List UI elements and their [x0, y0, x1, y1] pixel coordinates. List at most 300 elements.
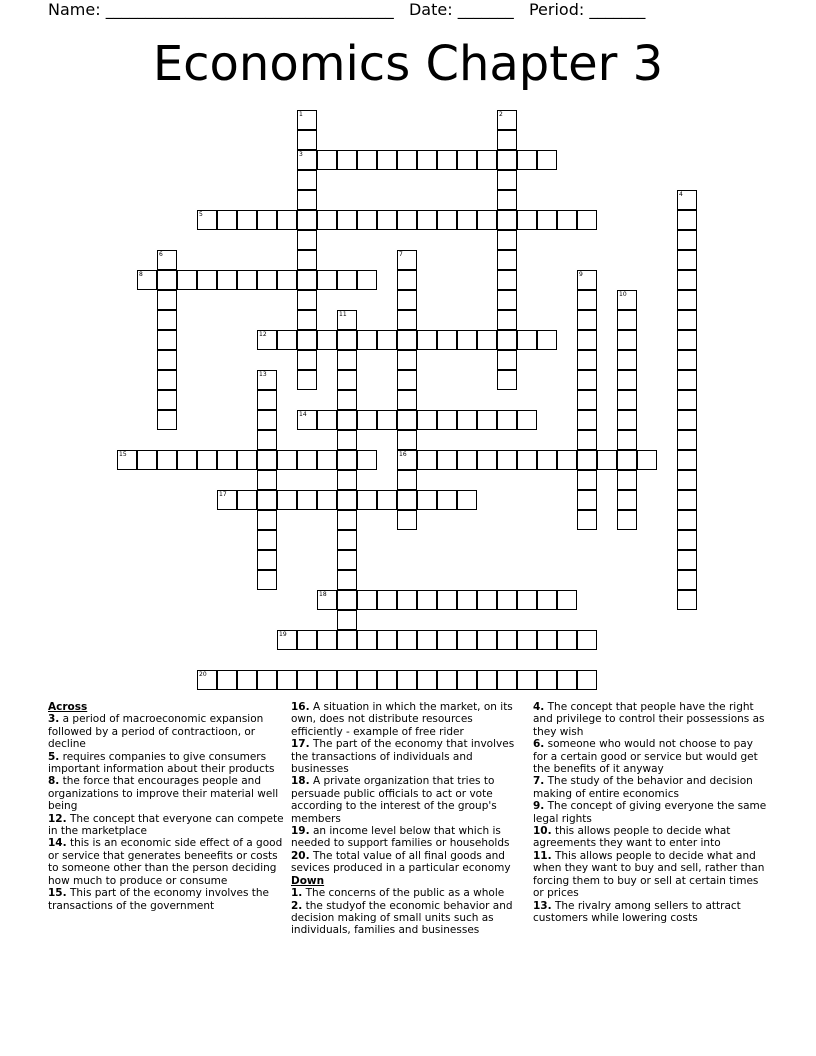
grid-cell[interactable]	[597, 450, 617, 470]
grid-cell[interactable]	[537, 630, 557, 650]
cell-number: 7	[399, 251, 403, 258]
cell-number: 20	[199, 671, 207, 678]
grid-cell[interactable]	[417, 450, 437, 470]
grid-cell[interactable]	[397, 450, 417, 470]
grid-cell[interactable]	[677, 290, 697, 310]
grid-cell[interactable]	[617, 470, 637, 490]
grid-cell[interactable]	[477, 330, 497, 350]
grid-cell[interactable]	[437, 410, 457, 430]
grid-cell[interactable]	[577, 310, 597, 330]
grid-cell[interactable]	[557, 630, 577, 650]
grid-cell[interactable]	[497, 590, 517, 610]
clues-column-2	[291, 701, 527, 937]
grid-cell[interactable]	[397, 410, 417, 430]
grid-cell[interactable]	[397, 310, 417, 330]
grid-cell[interactable]	[257, 430, 277, 450]
grid-cell[interactable]	[377, 150, 397, 170]
date-label: Date:	[408, 0, 453, 19]
grid-cell[interactable]	[317, 210, 337, 230]
grid-cell[interactable]	[497, 350, 517, 370]
grid-cell[interactable]	[257, 510, 277, 530]
grid-cell[interactable]	[217, 210, 237, 230]
grid-cell[interactable]	[437, 450, 457, 470]
grid-cell[interactable]	[297, 130, 317, 150]
grid-cell[interactable]	[537, 150, 557, 170]
grid-cell[interactable]	[497, 630, 517, 650]
cell-number: 6	[159, 251, 163, 258]
grid-cell[interactable]	[517, 590, 537, 610]
grid-cell[interactable]	[637, 450, 657, 470]
grid-cell[interactable]	[217, 670, 237, 690]
grid-cell[interactable]	[437, 590, 457, 610]
grid-cell[interactable]	[577, 470, 597, 490]
grid-cell[interactable]	[537, 450, 557, 470]
grid-cell[interactable]	[297, 230, 317, 250]
grid-cell[interactable]	[217, 270, 237, 290]
grid-cell[interactable]	[397, 250, 417, 270]
grid-cell[interactable]	[457, 150, 477, 170]
grid-cell[interactable]	[497, 230, 517, 250]
grid-cell[interactable]	[537, 590, 557, 610]
grid-cell[interactable]	[117, 450, 137, 470]
grid-cell[interactable]	[497, 670, 517, 690]
grid-cell[interactable]	[437, 490, 457, 510]
grid-cell[interactable]	[157, 290, 177, 310]
grid-cell[interactable]	[357, 270, 377, 290]
grid-cell[interactable]	[257, 330, 277, 350]
grid-cell[interactable]	[577, 290, 597, 310]
grid-cell[interactable]	[497, 150, 517, 170]
grid-cell[interactable]	[677, 470, 697, 490]
name-label: Name:	[48, 0, 101, 19]
grid-cell[interactable]	[337, 550, 357, 570]
grid-cell[interactable]	[277, 330, 297, 350]
grid-cell[interactable]	[257, 270, 277, 290]
grid-cell[interactable]	[497, 250, 517, 270]
grid-cell[interactable]	[317, 490, 337, 510]
grid-cell[interactable]	[197, 450, 217, 470]
grid-cell[interactable]	[557, 450, 577, 470]
grid-cell[interactable]	[237, 210, 257, 230]
grid-cell[interactable]	[677, 450, 697, 470]
grid-cell[interactable]	[337, 590, 357, 610]
grid-cell[interactable]	[337, 390, 357, 410]
grid-cell[interactable]	[337, 610, 357, 630]
grid-cell[interactable]	[457, 670, 477, 690]
grid-cell[interactable]	[277, 490, 297, 510]
grid-cell[interactable]	[337, 510, 357, 530]
grid-cell[interactable]	[617, 310, 637, 330]
grid-cell[interactable]	[477, 210, 497, 230]
grid-cell[interactable]	[517, 630, 537, 650]
grid-cell[interactable]	[497, 170, 517, 190]
grid-cell[interactable]	[397, 470, 417, 490]
grid-cell[interactable]	[317, 410, 337, 430]
clue-down-13: 13. The rivalry among sellers to attract customers while lowering costs	[533, 899, 741, 924]
clue-across-19: 19. an income level below that which is needed to support families or households	[291, 825, 510, 850]
grid-cell[interactable]	[377, 670, 397, 690]
cell-number: 18	[319, 591, 327, 598]
grid-cell[interactable]	[497, 270, 517, 290]
grid-cell[interactable]	[237, 450, 257, 470]
grid-cell[interactable]	[617, 370, 637, 390]
grid-cell[interactable]	[577, 350, 597, 370]
grid-cell[interactable]	[437, 330, 457, 350]
grid-cell[interactable]	[337, 370, 357, 390]
grid-cell[interactable]	[497, 450, 517, 470]
grid-cell[interactable]	[577, 330, 597, 350]
grid-cell[interactable]	[517, 670, 537, 690]
grid-cell[interactable]	[677, 270, 697, 290]
grid-cell[interactable]	[517, 150, 537, 170]
grid-cell[interactable]	[457, 590, 477, 610]
grid-cell[interactable]	[197, 210, 217, 230]
clue-across-17: 17. The part of the economy that involves the transactions of individuals and businesses	[291, 738, 515, 776]
grid-cell[interactable]	[577, 510, 597, 530]
grid-cell[interactable]	[497, 110, 517, 130]
grid-cell[interactable]	[397, 330, 417, 350]
grid-cell[interactable]	[497, 290, 517, 310]
grid-cell[interactable]	[257, 470, 277, 490]
grid-cell[interactable]	[677, 570, 697, 590]
grid-cell[interactable]	[317, 450, 337, 470]
grid-cell[interactable]	[297, 210, 317, 230]
cell-number: 13	[259, 371, 267, 378]
grid-cell[interactable]	[677, 250, 697, 270]
grid-cell[interactable]	[417, 590, 437, 610]
grid-cell[interactable]	[237, 270, 257, 290]
grid-cell[interactable]	[257, 390, 277, 410]
grid-cell[interactable]	[677, 590, 697, 610]
grid-cell[interactable]	[437, 630, 457, 650]
grid-cell[interactable]	[537, 210, 557, 230]
grid-cell[interactable]	[577, 370, 597, 390]
clue-down-10: 10. this allows people to decide what agreements they want to enter into	[533, 825, 731, 850]
grid-cell[interactable]	[437, 670, 457, 690]
grid-cell[interactable]	[277, 670, 297, 690]
grid-cell[interactable]	[337, 630, 357, 650]
grid-cell[interactable]	[157, 390, 177, 410]
period-line[interactable]: _______	[589, 0, 646, 19]
grid-cell[interactable]	[517, 410, 537, 430]
grid-cell[interactable]	[677, 210, 697, 230]
grid-cell[interactable]	[217, 490, 237, 510]
grid-cell[interactable]	[617, 330, 637, 350]
grid-cell[interactable]	[577, 630, 597, 650]
grid-cell[interactable]	[577, 210, 597, 230]
cell-number: 14	[299, 411, 307, 418]
grid-cell[interactable]	[297, 150, 317, 170]
grid-cell[interactable]	[677, 370, 697, 390]
grid-cell[interactable]	[257, 530, 277, 550]
grid-cell[interactable]	[317, 150, 337, 170]
grid-cell[interactable]	[297, 110, 317, 130]
grid-cell[interactable]	[397, 370, 417, 390]
cell-number: 12	[259, 331, 267, 338]
grid-cell[interactable]	[577, 390, 597, 410]
grid-cell[interactable]	[677, 330, 697, 350]
grid-cell[interactable]	[357, 210, 377, 230]
grid-cell[interactable]	[677, 490, 697, 510]
grid-cell[interactable]	[677, 510, 697, 530]
grid-cell[interactable]	[297, 310, 317, 330]
clue-across-18: 18. A private organization that tries to persuade public officials to act or vote according to the interest of the group's members	[291, 775, 497, 825]
grid-cell[interactable]	[617, 450, 637, 470]
grid-cell[interactable]	[337, 490, 357, 510]
grid-cell[interactable]	[337, 330, 357, 350]
clue-down-1: 1. The concerns of the public as a whole	[291, 887, 505, 900]
cell-number: 19	[279, 631, 287, 638]
grid-cell[interactable]	[357, 630, 377, 650]
grid-cell[interactable]	[157, 450, 177, 470]
grid-cell[interactable]	[397, 210, 417, 230]
grid-cell[interactable]	[537, 670, 557, 690]
grid-cell[interactable]	[297, 330, 317, 350]
grid-cell[interactable]	[337, 310, 357, 330]
grid-cell[interactable]	[277, 450, 297, 470]
grid-cell[interactable]	[297, 250, 317, 270]
grid-cell[interactable]	[497, 190, 517, 210]
grid-cell[interactable]	[577, 270, 597, 290]
grid-cell[interactable]	[297, 350, 317, 370]
grid-cell[interactable]	[477, 670, 497, 690]
grid-cell[interactable]	[337, 430, 357, 450]
cell-number: 10	[619, 291, 627, 298]
grid-cell[interactable]	[297, 170, 317, 190]
grid-cell[interactable]	[297, 290, 317, 310]
grid-cell[interactable]	[357, 330, 377, 350]
grid-cell[interactable]	[297, 670, 317, 690]
grid-cell[interactable]	[257, 490, 277, 510]
grid-cell[interactable]	[397, 290, 417, 310]
grid-cell[interactable]	[317, 630, 337, 650]
grid-cell[interactable]	[357, 670, 377, 690]
grid-cell[interactable]	[477, 590, 497, 610]
grid-cell[interactable]	[477, 410, 497, 430]
grid-cell[interactable]	[517, 210, 537, 230]
grid-cell[interactable]	[677, 310, 697, 330]
grid-cell[interactable]	[477, 450, 497, 470]
grid-cell[interactable]	[157, 410, 177, 430]
grid-cell[interactable]	[397, 390, 417, 410]
grid-cell[interactable]	[557, 590, 577, 610]
grid-cell[interactable]	[197, 270, 217, 290]
grid-cell[interactable]	[257, 670, 277, 690]
grid-cell[interactable]	[617, 490, 637, 510]
down-heading: Down	[291, 874, 325, 887]
grid-cell[interactable]	[677, 350, 697, 370]
grid-cell[interactable]	[417, 490, 437, 510]
grid-cell[interactable]	[357, 450, 377, 470]
clue-across-3: 3. a period of macroeconomic expansion followed by a period of contractioon, or decline	[48, 713, 264, 751]
clue-across-15: 15. This part of the economy involves the transactions of the government	[48, 887, 270, 912]
grid-cell[interactable]	[677, 430, 697, 450]
grid-cell[interactable]	[317, 590, 337, 610]
grid-cell[interactable]	[417, 330, 437, 350]
grid-cell[interactable]	[257, 210, 277, 230]
grid-cell[interactable]	[277, 270, 297, 290]
grid-cell[interactable]	[517, 450, 537, 470]
grid-cell[interactable]	[277, 210, 297, 230]
grid-cell[interactable]	[217, 450, 237, 470]
grid-cell[interactable]	[337, 270, 357, 290]
grid-cell[interactable]	[577, 410, 597, 430]
grid-cell[interactable]	[397, 150, 417, 170]
cell-number: 2	[499, 111, 503, 118]
grid-cell[interactable]	[497, 330, 517, 350]
grid-cell[interactable]	[677, 550, 697, 570]
grid-cell[interactable]	[677, 390, 697, 410]
name-line[interactable]: ____________________________________	[105, 0, 394, 19]
grid-cell[interactable]	[377, 630, 397, 650]
grid-cell[interactable]	[617, 290, 637, 310]
grid-cell[interactable]	[357, 490, 377, 510]
grid-cell[interactable]	[177, 450, 197, 470]
grid-cell[interactable]	[157, 350, 177, 370]
grid-cell[interactable]	[617, 350, 637, 370]
grid-cell[interactable]	[357, 590, 377, 610]
grid-cell[interactable]	[297, 450, 317, 470]
grid-cell[interactable]	[337, 210, 357, 230]
grid-cell[interactable]	[257, 550, 277, 570]
grid-cell[interactable]	[177, 270, 197, 290]
grid-cell[interactable]	[317, 330, 337, 350]
grid-cell[interactable]	[457, 630, 477, 650]
grid-cell[interactable]	[337, 150, 357, 170]
grid-cell[interactable]	[337, 470, 357, 490]
grid-cell[interactable]	[577, 430, 597, 450]
grid-cell[interactable]	[397, 350, 417, 370]
grid-cell[interactable]	[157, 310, 177, 330]
grid-cell[interactable]	[237, 490, 257, 510]
grid-cell[interactable]	[357, 410, 377, 430]
clue-down-11: 11. This allows people to decide what and when they want to buy and sell, rather than forcing them to buy or sell at certain times or prices	[533, 849, 765, 900]
grid-cell[interactable]	[377, 330, 397, 350]
grid-cell[interactable]	[277, 630, 297, 650]
grid-cell[interactable]	[157, 270, 177, 290]
grid-cell[interactable]	[677, 410, 697, 430]
grid-cell[interactable]	[137, 450, 157, 470]
grid-cell[interactable]	[677, 230, 697, 250]
date-line[interactable]: _______	[457, 0, 514, 19]
cell-number: 9	[579, 271, 583, 278]
grid-cell[interactable]	[257, 570, 277, 590]
grid-cell[interactable]	[377, 590, 397, 610]
grid-cell[interactable]	[357, 150, 377, 170]
grid-cell[interactable]	[497, 310, 517, 330]
grid-cell[interactable]	[557, 210, 577, 230]
grid-cell[interactable]	[457, 210, 477, 230]
grid-cell[interactable]	[317, 270, 337, 290]
grid-cell[interactable]	[157, 330, 177, 350]
grid-cell[interactable]	[437, 210, 457, 230]
grid-cell[interactable]	[397, 430, 417, 450]
grid-cell[interactable]	[377, 490, 397, 510]
grid-cell[interactable]	[577, 450, 597, 470]
clue-across-8: 8. the force that encourages people and organizations to improve their material well being	[48, 775, 279, 813]
grid-cell[interactable]	[417, 670, 437, 690]
grid-cell[interactable]	[477, 630, 497, 650]
grid-cell[interactable]	[337, 670, 357, 690]
grid-cell[interactable]	[577, 670, 597, 690]
clue-down-6: 6. someone who would not choose to pay for a certain good or service but would get the benefits of it anyway	[533, 738, 758, 776]
grid-cell[interactable]	[337, 570, 357, 590]
grid-cell[interactable]	[617, 510, 637, 530]
grid-cell[interactable]	[397, 590, 417, 610]
grid-cell[interactable]	[417, 210, 437, 230]
grid-cell[interactable]	[337, 450, 357, 470]
clue-across-12: 12. The concept that everyone can compete in the marketplace	[48, 812, 284, 838]
grid-cell[interactable]	[417, 150, 437, 170]
grid-cell[interactable]	[477, 150, 497, 170]
grid-cell[interactable]	[157, 370, 177, 390]
grid-cell[interactable]	[297, 370, 317, 390]
grid-cell[interactable]	[297, 190, 317, 210]
grid-cell[interactable]	[197, 670, 217, 690]
grid-cell[interactable]	[417, 410, 437, 430]
period-label: Period:	[528, 0, 585, 19]
grid-cell[interactable]	[617, 430, 637, 450]
grid-cell[interactable]	[497, 370, 517, 390]
grid-cell[interactable]	[397, 270, 417, 290]
grid-cell[interactable]	[297, 490, 317, 510]
clue-across-5: 5. requires companies to give consumers important information about their products	[48, 750, 275, 776]
grid-cell[interactable]	[397, 630, 417, 650]
grid-cell[interactable]	[537, 330, 557, 350]
grid-cell[interactable]	[497, 210, 517, 230]
grid-cell[interactable]	[517, 330, 537, 350]
grid-cell[interactable]	[457, 450, 477, 470]
grid-cell[interactable]	[337, 530, 357, 550]
grid-cell[interactable]	[297, 630, 317, 650]
grid-cell[interactable]	[257, 450, 277, 470]
grid-cell[interactable]	[397, 510, 417, 530]
clue-down-2: 2. the studyof the economic behavior and decision making of small units such as individuals, families and businesses	[291, 899, 513, 937]
grid-cell[interactable]	[337, 410, 357, 430]
clues-column-3	[533, 701, 769, 924]
grid-cell[interactable]	[257, 410, 277, 430]
grid-cell[interactable]	[397, 490, 417, 510]
grid-cell[interactable]	[417, 630, 437, 650]
grid-cell[interactable]	[437, 150, 457, 170]
grid-cell[interactable]	[677, 530, 697, 550]
grid-cell[interactable]	[397, 670, 417, 690]
grid-cell[interactable]	[137, 270, 157, 290]
grid-cell[interactable]	[157, 250, 177, 270]
grid-cell[interactable]	[577, 490, 597, 510]
grid-cell[interactable]	[497, 130, 517, 150]
clue-across-20: 20. The total value of all final goods and sevices produced in a particular economy	[291, 849, 511, 875]
grid-cell[interactable]	[297, 410, 317, 430]
grid-cell[interactable]	[237, 670, 257, 690]
grid-cell[interactable]	[377, 210, 397, 230]
grid-cell[interactable]	[457, 490, 477, 510]
grid-cell[interactable]	[337, 350, 357, 370]
grid-cell[interactable]	[557, 670, 577, 690]
grid-cell[interactable]	[617, 390, 637, 410]
cell-number: 5	[199, 211, 203, 218]
grid-cell[interactable]	[457, 330, 477, 350]
grid-cell[interactable]	[317, 670, 337, 690]
grid-cell[interactable]	[497, 410, 517, 430]
grid-cell[interactable]	[457, 410, 477, 430]
grid-cell[interactable]	[297, 270, 317, 290]
grid-cell[interactable]	[677, 190, 697, 210]
grid-cell[interactable]	[257, 370, 277, 390]
clue-across-16: 16. A situation in which the market, on its own, does not distribute resources efficiently - example of free rider	[291, 701, 513, 738]
grid-cell[interactable]	[617, 410, 637, 430]
grid-cell[interactable]	[377, 410, 397, 430]
